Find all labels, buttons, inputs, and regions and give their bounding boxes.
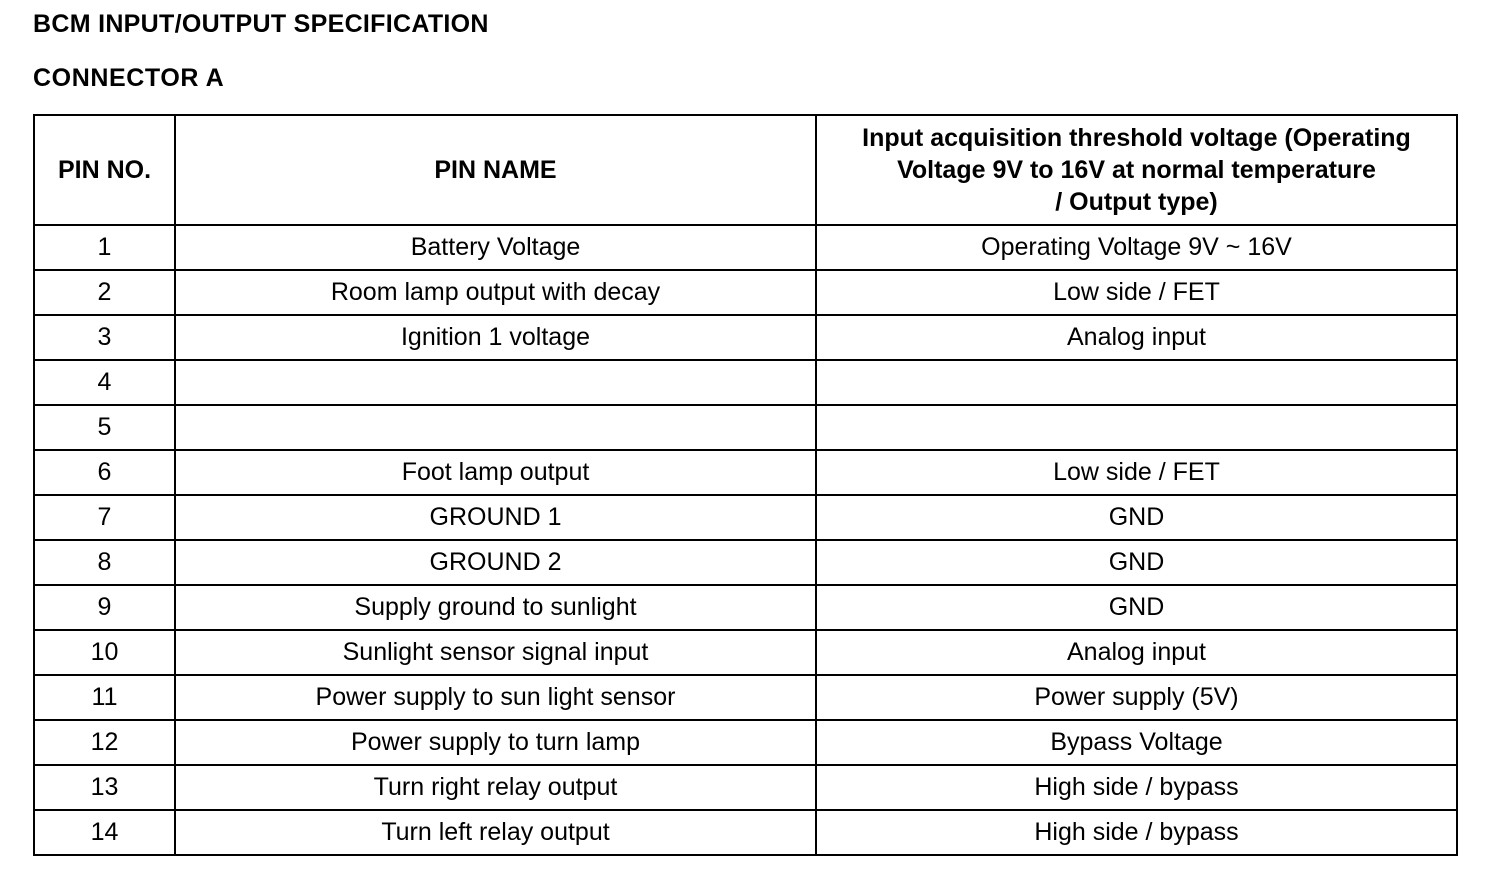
pin-name-cell: Turn left relay output (175, 810, 816, 855)
header-threshold-line: / Output type) (1055, 188, 1218, 216)
header-pin-name: PIN NAME (175, 115, 816, 225)
output-type-cell (816, 405, 1457, 450)
table-row (34, 765, 1457, 810)
pin-spec-table (33, 114, 1458, 856)
table-header-row (34, 115, 1457, 225)
pin-number-cell: 12 (34, 720, 175, 765)
pin-number-cell: 9 (34, 585, 175, 630)
pin-number-cell: 2 (34, 270, 175, 315)
table-row (34, 675, 1457, 720)
pin-name-cell: Turn right relay output (175, 765, 816, 810)
output-type-cell: GND (816, 585, 1457, 630)
pin-number-cell: 14 (34, 810, 175, 855)
output-type-cell: High side / bypass (816, 810, 1457, 855)
table-row (34, 540, 1457, 585)
pin-name-cell: Sunlight sensor signal input (175, 630, 816, 675)
pin-name-cell (175, 405, 816, 450)
table-row (34, 270, 1457, 315)
output-type-cell: Bypass Voltage (816, 720, 1457, 765)
pin-number-cell: 3 (34, 315, 175, 360)
header-threshold-line: Input acquisition threshold voltage (Operating (862, 124, 1411, 152)
document-title: BCM INPUT/OUTPUT SPECIFICATION (33, 10, 489, 38)
pin-name-cell: Battery Voltage (175, 225, 816, 270)
output-type-cell: Analog input (816, 630, 1457, 675)
pin-number-cell: 6 (34, 450, 175, 495)
output-type-cell: Low side / FET (816, 450, 1457, 495)
table-row (34, 810, 1457, 855)
pin-number-cell: 4 (34, 360, 175, 405)
pin-name-cell: Room lamp output with decay (175, 270, 816, 315)
pin-number-cell: 13 (34, 765, 175, 810)
output-type-cell: High side / bypass (816, 765, 1457, 810)
table-row (34, 315, 1457, 360)
output-type-cell: GND (816, 495, 1457, 540)
pin-number-cell: 1 (34, 225, 175, 270)
pin-name-cell: GROUND 1 (175, 495, 816, 540)
header-threshold-line: Voltage 9V to 16V at normal temperature (897, 156, 1376, 184)
output-type-cell: Power supply (5V) (816, 675, 1457, 720)
pin-number-cell: 7 (34, 495, 175, 540)
pin-number-cell: 10 (34, 630, 175, 675)
pin-name-cell: Supply ground to sunlight (175, 585, 816, 630)
pin-name-cell: Power supply to turn lamp (175, 720, 816, 765)
table-row (34, 225, 1457, 270)
pin-name-cell: Foot lamp output (175, 450, 816, 495)
table-body (34, 225, 1457, 855)
header-threshold-output-type (816, 115, 1457, 225)
pin-name-cell: Ignition 1 voltage (175, 315, 816, 360)
header-pin-no: PIN NO. (34, 115, 175, 225)
pin-number-cell: 5 (34, 405, 175, 450)
connector-heading: CONNECTOR A (33, 64, 225, 92)
output-type-cell: Analog input (816, 315, 1457, 360)
pin-name-cell: Power supply to sun light sensor (175, 675, 816, 720)
pin-name-cell (175, 360, 816, 405)
output-type-cell: Operating Voltage 9V ~ 16V (816, 225, 1457, 270)
table-row (34, 495, 1457, 540)
output-type-cell: GND (816, 540, 1457, 585)
table-row (34, 585, 1457, 630)
table-row (34, 405, 1457, 450)
table-header (34, 115, 1457, 225)
table-row (34, 720, 1457, 765)
pin-number-cell: 11 (34, 675, 175, 720)
pin-name-cell: GROUND 2 (175, 540, 816, 585)
pin-number-cell: 8 (34, 540, 175, 585)
table-row (34, 360, 1457, 405)
table-row (34, 630, 1457, 675)
table-row (34, 450, 1457, 495)
output-type-cell (816, 360, 1457, 405)
output-type-cell: Low side / FET (816, 270, 1457, 315)
